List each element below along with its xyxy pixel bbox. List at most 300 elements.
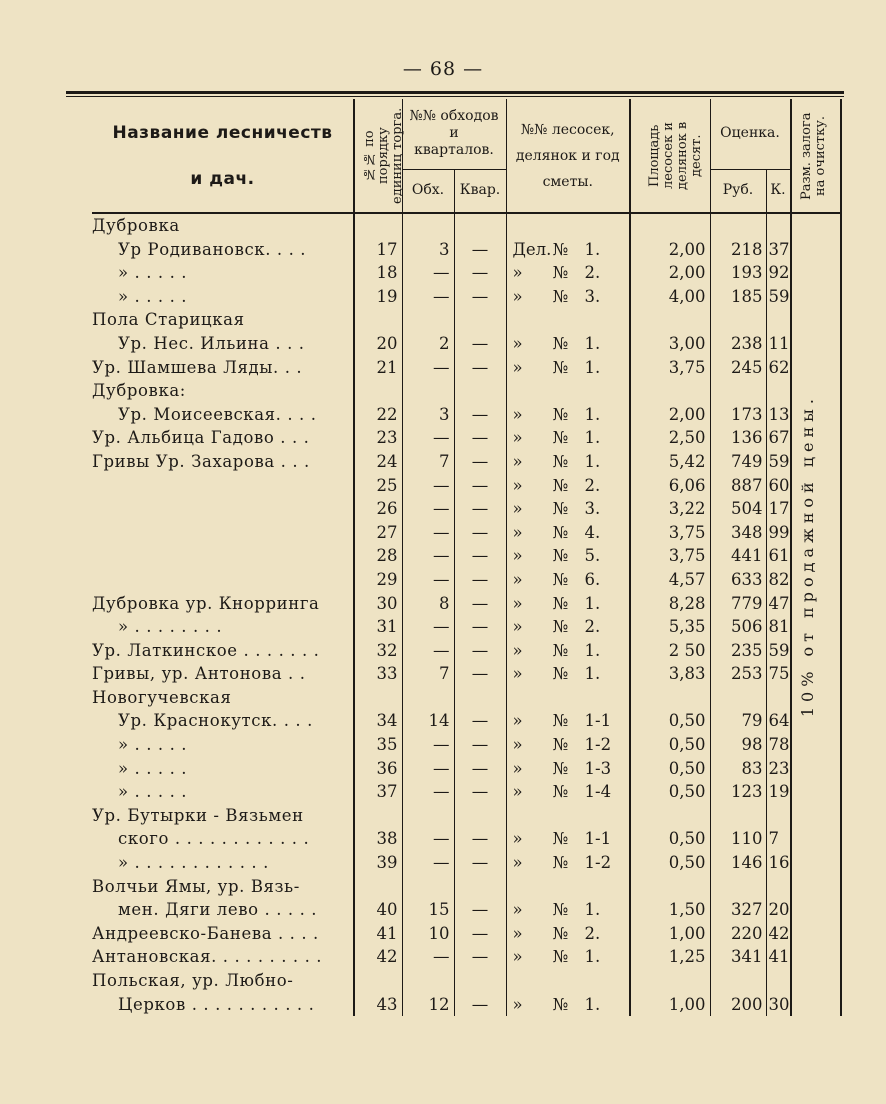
row-name: Ур. Бутырки - Вязьмен (92, 804, 354, 828)
row-order-no: 19 (354, 285, 402, 309)
zalog-column (791, 213, 841, 1016)
row-rub: 123 (710, 780, 766, 804)
row-name (92, 544, 354, 568)
row-kop: 61 (766, 544, 791, 568)
row-obkhod: — (402, 497, 454, 521)
header-name (92, 99, 354, 213)
row-kvartal: — (454, 993, 506, 1017)
table-row (92, 993, 841, 1017)
row-obkhod: 10 (402, 922, 454, 946)
row-rub (710, 213, 766, 238)
header-order-no (354, 99, 406, 213)
row-obkhod (402, 379, 454, 403)
row-lesosek (506, 403, 630, 427)
row-lesosek (506, 615, 630, 639)
row-obkhod: — (402, 474, 454, 498)
row-kvartal: — (454, 450, 506, 474)
row-name: Волчьи Ямы, ур. Вязь- (92, 875, 354, 899)
row-order-no: 38 (354, 827, 402, 851)
row-lesosek (506, 780, 630, 804)
table-row (92, 497, 841, 521)
row-lesosek-number: 1-4 (584, 782, 612, 802)
row-kvartal: — (454, 827, 506, 851)
row-lesosek-sign: » (512, 569, 523, 589)
row-area: 0,50 (630, 827, 710, 851)
row-lesosek (506, 898, 630, 922)
row-order-no: 17 (354, 238, 402, 262)
row-area: 0,50 (630, 851, 710, 875)
row-lesosek-number: 1. (584, 239, 601, 259)
row-rub: 341 (710, 945, 766, 969)
header-lesosek (506, 99, 630, 213)
row-kop: 59 (766, 639, 791, 663)
row-lesosek (506, 993, 630, 1017)
row-lesosek-no-sign: № (552, 546, 569, 566)
row-rub: 633 (710, 568, 766, 592)
row-rub: 749 (710, 450, 766, 474)
table-row (92, 568, 841, 592)
header-obkhod-group-text: №№ обходов и кварталов. (409, 108, 499, 159)
row-area: 3,75 (630, 521, 710, 545)
row-kvartal: — (454, 238, 506, 262)
row-order-no: 22 (354, 403, 402, 427)
row-rub: 504 (710, 497, 766, 521)
header-obkhod-group (402, 99, 506, 169)
row-kvartal (454, 308, 506, 332)
row-kvartal: — (454, 261, 506, 285)
table-row (92, 450, 841, 474)
row-obkhod: 15 (402, 898, 454, 922)
row-lesosek-no-sign: № (552, 593, 569, 613)
row-lesosek-number: 1. (584, 333, 601, 353)
row-name: Ур Родивановск. . . . (92, 238, 354, 262)
row-obkhod (402, 308, 454, 332)
row-name (92, 568, 354, 592)
row-lesosek (506, 497, 630, 521)
table-row (92, 238, 841, 262)
row-name: Ур. Моисеевская. . . . (92, 403, 354, 427)
table-row (92, 544, 841, 568)
row-lesosek-sign: » (512, 994, 523, 1014)
row-kvartal: — (454, 733, 506, 757)
row-order-no: 26 (354, 497, 402, 521)
table-row (92, 379, 841, 403)
row-obkhod: 3 (402, 403, 454, 427)
header-kop: К. (766, 169, 791, 213)
row-kvartal (454, 379, 506, 403)
table-row (92, 969, 841, 993)
row-lesosek (506, 474, 630, 498)
table-row (92, 945, 841, 969)
row-order-no: 28 (354, 544, 402, 568)
row-obkhod: — (402, 261, 454, 285)
row-kvartal: — (454, 544, 506, 568)
row-rub: 441 (710, 544, 766, 568)
row-order-no (354, 804, 402, 828)
row-kop: 60 (766, 474, 791, 498)
row-order-no: 33 (354, 662, 402, 686)
row-lesosek (506, 308, 630, 332)
row-lesosek-no-sign: № (552, 499, 569, 519)
row-obkhod: — (402, 639, 454, 663)
table-row (92, 875, 841, 899)
row-name: Андреевско-Банева . . . . (92, 922, 354, 946)
row-lesosek-sign: » (512, 522, 523, 542)
row-obkhod: — (402, 356, 454, 380)
table-row (92, 285, 841, 309)
row-lesosek-number: 1. (584, 947, 601, 967)
header-zalog-text: Разм. залога на очистку. (798, 111, 828, 200)
table-row (92, 827, 841, 851)
row-lesosek-number: 1-1 (584, 711, 612, 731)
row-lesosek-sign: » (512, 404, 523, 424)
row-lesosek-no-sign: № (552, 900, 569, 920)
row-lesosek-number: 1. (584, 640, 601, 660)
row-name: Церков . . . . . . . . . . . (92, 993, 354, 1017)
row-lesosek-number: 1. (584, 593, 601, 613)
row-lesosek (506, 521, 630, 545)
row-rub: 348 (710, 521, 766, 545)
row-kop: 19 (766, 780, 791, 804)
row-lesosek-sign: » (512, 286, 523, 306)
row-kvartal: — (454, 497, 506, 521)
row-lesosek-no-sign: № (552, 286, 569, 306)
row-area: 2 50 (630, 639, 710, 663)
row-lesosek (506, 592, 630, 616)
row-rub: 193 (710, 261, 766, 285)
zalog-note: 10% от продажной цены. (797, 394, 817, 718)
header-lesosek-line3: сметы. (542, 173, 593, 190)
row-name: Польская, ур. Любно- (92, 969, 354, 993)
row-lesosek-no-sign: № (552, 404, 569, 424)
row-lesosek-sign: » (512, 357, 523, 377)
row-kop (766, 308, 791, 332)
row-lesosek (506, 426, 630, 450)
row-rub: 136 (710, 426, 766, 450)
row-lesosek-no-sign: № (552, 947, 569, 967)
row-order-no: 42 (354, 945, 402, 969)
row-lesosek-number: 1. (584, 404, 601, 424)
row-kvartal: — (454, 592, 506, 616)
row-kop: 75 (766, 662, 791, 686)
row-kop: 47 (766, 592, 791, 616)
table-row (92, 851, 841, 875)
row-name: Дубровка (92, 213, 354, 238)
row-lesosek-number: 2. (584, 475, 601, 495)
row-lesosek (506, 450, 630, 474)
row-area: 2,50 (630, 426, 710, 450)
row-obkhod: — (402, 285, 454, 309)
table-row (92, 474, 841, 498)
row-name: Пола Старицкая (92, 308, 354, 332)
row-area: 5,35 (630, 615, 710, 639)
row-kop: 59 (766, 450, 791, 474)
row-lesosek (506, 709, 630, 733)
row-area: 0,50 (630, 709, 710, 733)
row-lesosek-no-sign: № (552, 640, 569, 660)
page-number: — 68 — (402, 58, 484, 80)
row-area: 3,75 (630, 356, 710, 380)
row-name (92, 497, 354, 521)
row-kop: 81 (766, 615, 791, 639)
row-name: » . . . . . (92, 261, 354, 285)
row-obkhod: 14 (402, 709, 454, 733)
row-lesosek-number: 1-2 (584, 735, 612, 755)
row-lesosek-no-sign: № (552, 782, 569, 802)
row-area (630, 686, 710, 710)
row-lesosek-sign: » (512, 782, 523, 802)
row-lesosek-no-sign: № (552, 735, 569, 755)
row-area: 4,00 (630, 285, 710, 309)
row-lesosek (506, 851, 630, 875)
row-kop: 11 (766, 332, 791, 356)
row-obkhod: 2 (402, 332, 454, 356)
row-lesosek-number: 1-2 (584, 853, 612, 873)
table-row (92, 922, 841, 946)
row-area (630, 213, 710, 238)
row-lesosek-no-sign: № (552, 333, 569, 353)
row-kop: 13 (766, 403, 791, 427)
row-order-no: 21 (354, 356, 402, 380)
row-rub: 110 (710, 827, 766, 851)
header-name-line1: Название лесничеств (112, 122, 333, 143)
row-kop (766, 213, 791, 238)
row-lesosek-no-sign: № (552, 923, 569, 943)
row-rub: 79 (710, 709, 766, 733)
row-kvartal: — (454, 521, 506, 545)
row-name (92, 521, 354, 545)
row-area: 1,00 (630, 922, 710, 946)
row-lesosek-sign: » (512, 664, 523, 684)
header-order-no-text: №№ по порядку единиц торга. (362, 107, 406, 204)
row-rub (710, 308, 766, 332)
row-kvartal: — (454, 426, 506, 450)
row-lesosek-no-sign: № (552, 239, 569, 259)
row-lesosek-number: 1-1 (584, 829, 612, 849)
row-lesosek-no-sign: № (552, 522, 569, 542)
forest-lots-table (92, 99, 842, 1016)
header-zalog (791, 99, 841, 213)
row-rub (710, 379, 766, 403)
row-lesosek-sign: » (512, 451, 523, 471)
row-lesosek-sign: » (512, 711, 523, 731)
row-kvartal: — (454, 709, 506, 733)
row-obkhod: 8 (402, 592, 454, 616)
row-lesosek (506, 922, 630, 946)
row-order-no: 39 (354, 851, 402, 875)
row-kop: 20 (766, 898, 791, 922)
row-kop: 59 (766, 285, 791, 309)
row-rub: 327 (710, 898, 766, 922)
top-rule (66, 91, 844, 94)
row-lesosek-sign: » (512, 428, 523, 448)
row-lesosek-no-sign: № (552, 664, 569, 684)
row-kvartal: — (454, 639, 506, 663)
row-obkhod: — (402, 851, 454, 875)
row-name: Дубровка: (92, 379, 354, 403)
row-lesosek-no-sign: № (552, 994, 569, 1014)
row-area (630, 875, 710, 899)
row-lesosek-sign: » (512, 263, 523, 283)
table-row (92, 733, 841, 757)
row-kvartal: — (454, 757, 506, 781)
table-row (92, 308, 841, 332)
row-rub: 235 (710, 639, 766, 663)
row-name: » . . . . . (92, 780, 354, 804)
row-lesosek-sign: » (512, 475, 523, 495)
row-lesosek-sign: » (512, 900, 523, 920)
row-obkhod: — (402, 426, 454, 450)
row-kvartal: — (454, 780, 506, 804)
row-kop (766, 686, 791, 710)
row-kop: 7 (766, 827, 791, 851)
row-area: 0,50 (630, 733, 710, 757)
row-order-no: 29 (354, 568, 402, 592)
row-name: Ур. Краснокутск. . . . (92, 709, 354, 733)
row-order-no (354, 969, 402, 993)
table-row (92, 332, 841, 356)
row-lesosek (506, 213, 630, 238)
table-row (92, 521, 841, 545)
table-row (92, 403, 841, 427)
row-kvartal (454, 213, 506, 238)
row-area: 2,00 (630, 403, 710, 427)
row-name: ского . . . . . . . . . . . . (92, 827, 354, 851)
row-order-no (354, 379, 402, 403)
row-order-no: 18 (354, 261, 402, 285)
row-area: 3,83 (630, 662, 710, 686)
row-lesosek-no-sign: № (552, 617, 569, 637)
row-lesosek (506, 969, 630, 993)
row-kop: 42 (766, 922, 791, 946)
row-area: 1,00 (630, 993, 710, 1017)
row-lesosek (506, 639, 630, 663)
row-name: Новогучевская (92, 686, 354, 710)
row-lesosek-no-sign: № (552, 263, 569, 283)
row-name: » . . . . . (92, 285, 354, 309)
row-lesosek (506, 945, 630, 969)
row-obkhod: — (402, 544, 454, 568)
row-kop: 17 (766, 497, 791, 521)
row-lesosek-sign: » (512, 853, 523, 873)
row-order-no (354, 308, 402, 332)
row-lesosek-sign: » (512, 333, 523, 353)
row-lesosek (506, 356, 630, 380)
row-lesosek (506, 261, 630, 285)
row-order-no: 32 (354, 639, 402, 663)
row-order-no (354, 213, 402, 238)
row-lesosek-number: 1-3 (584, 758, 612, 778)
row-lesosek-sign: Дел. (512, 239, 552, 259)
row-obkhod: 12 (402, 993, 454, 1017)
row-lesosek (506, 379, 630, 403)
row-lesosek-no-sign: № (552, 357, 569, 377)
row-order-no: 36 (354, 757, 402, 781)
row-name: Гривы, ур. Антонова . . (92, 662, 354, 686)
row-rub: 253 (710, 662, 766, 686)
row-order-no: 23 (354, 426, 402, 450)
row-lesosek-number: 2. (584, 263, 601, 283)
header-area-text: Площадь лесосек и делянок в десят. (647, 121, 705, 190)
row-rub: 218 (710, 238, 766, 262)
row-kop: 67 (766, 426, 791, 450)
row-kvartal: — (454, 898, 506, 922)
row-lesosek (506, 285, 630, 309)
row-obkhod: — (402, 733, 454, 757)
row-rub (710, 804, 766, 828)
row-obkhod (402, 804, 454, 828)
row-lesosek (506, 686, 630, 710)
row-name: Гривы Ур. Захарова . . . (92, 450, 354, 474)
row-rub: 887 (710, 474, 766, 498)
row-obkhod: — (402, 568, 454, 592)
table-row (92, 592, 841, 616)
row-order-no: 34 (354, 709, 402, 733)
row-rub: 200 (710, 993, 766, 1017)
row-kop (766, 969, 791, 993)
row-order-no: 20 (354, 332, 402, 356)
table-row (92, 356, 841, 380)
row-kvartal: — (454, 662, 506, 686)
row-kvartal (454, 804, 506, 828)
row-obkhod: — (402, 615, 454, 639)
row-area (630, 804, 710, 828)
row-lesosek-number: 5. (584, 546, 601, 566)
row-lesosek-number: 3. (584, 499, 601, 519)
row-lesosek (506, 733, 630, 757)
row-area: 3,75 (630, 544, 710, 568)
table-row (92, 686, 841, 710)
row-name: » . . . . . (92, 757, 354, 781)
row-rub: 83 (710, 757, 766, 781)
row-kop: 16 (766, 851, 791, 875)
row-name: Ур. Шамшева Ляды. . . (92, 356, 354, 380)
row-obkhod (402, 213, 454, 238)
row-name: » . . . . . (92, 733, 354, 757)
row-lesosek-no-sign: № (552, 758, 569, 778)
header-lesosek-line2: делянок и год (515, 147, 620, 164)
row-name (92, 474, 354, 498)
row-lesosek (506, 544, 630, 568)
row-kop: 23 (766, 757, 791, 781)
row-obkhod: 7 (402, 662, 454, 686)
row-kvartal: — (454, 922, 506, 946)
row-rub: 98 (710, 733, 766, 757)
row-lesosek-no-sign: № (552, 428, 569, 448)
row-kvartal: — (454, 356, 506, 380)
row-kvartal: — (454, 474, 506, 498)
row-lesosek-sign: » (512, 640, 523, 660)
row-lesosek-number: 1. (584, 357, 601, 377)
row-rub (710, 969, 766, 993)
row-area: 4,57 (630, 568, 710, 592)
row-name: Ур. Нес. Ильина . . . (92, 332, 354, 356)
row-order-no (354, 686, 402, 710)
row-lesosek (506, 662, 630, 686)
row-kop (766, 875, 791, 899)
top-rule-thin (66, 96, 844, 97)
row-area (630, 969, 710, 993)
row-kvartal: — (454, 615, 506, 639)
row-lesosek-number: 6. (584, 569, 601, 589)
row-kop: 41 (766, 945, 791, 969)
row-lesosek (506, 875, 630, 899)
row-lesosek-number: 2. (584, 617, 601, 637)
row-lesosek-no-sign: № (552, 853, 569, 873)
row-kop (766, 379, 791, 403)
row-kvartal: — (454, 851, 506, 875)
row-rub: 146 (710, 851, 766, 875)
